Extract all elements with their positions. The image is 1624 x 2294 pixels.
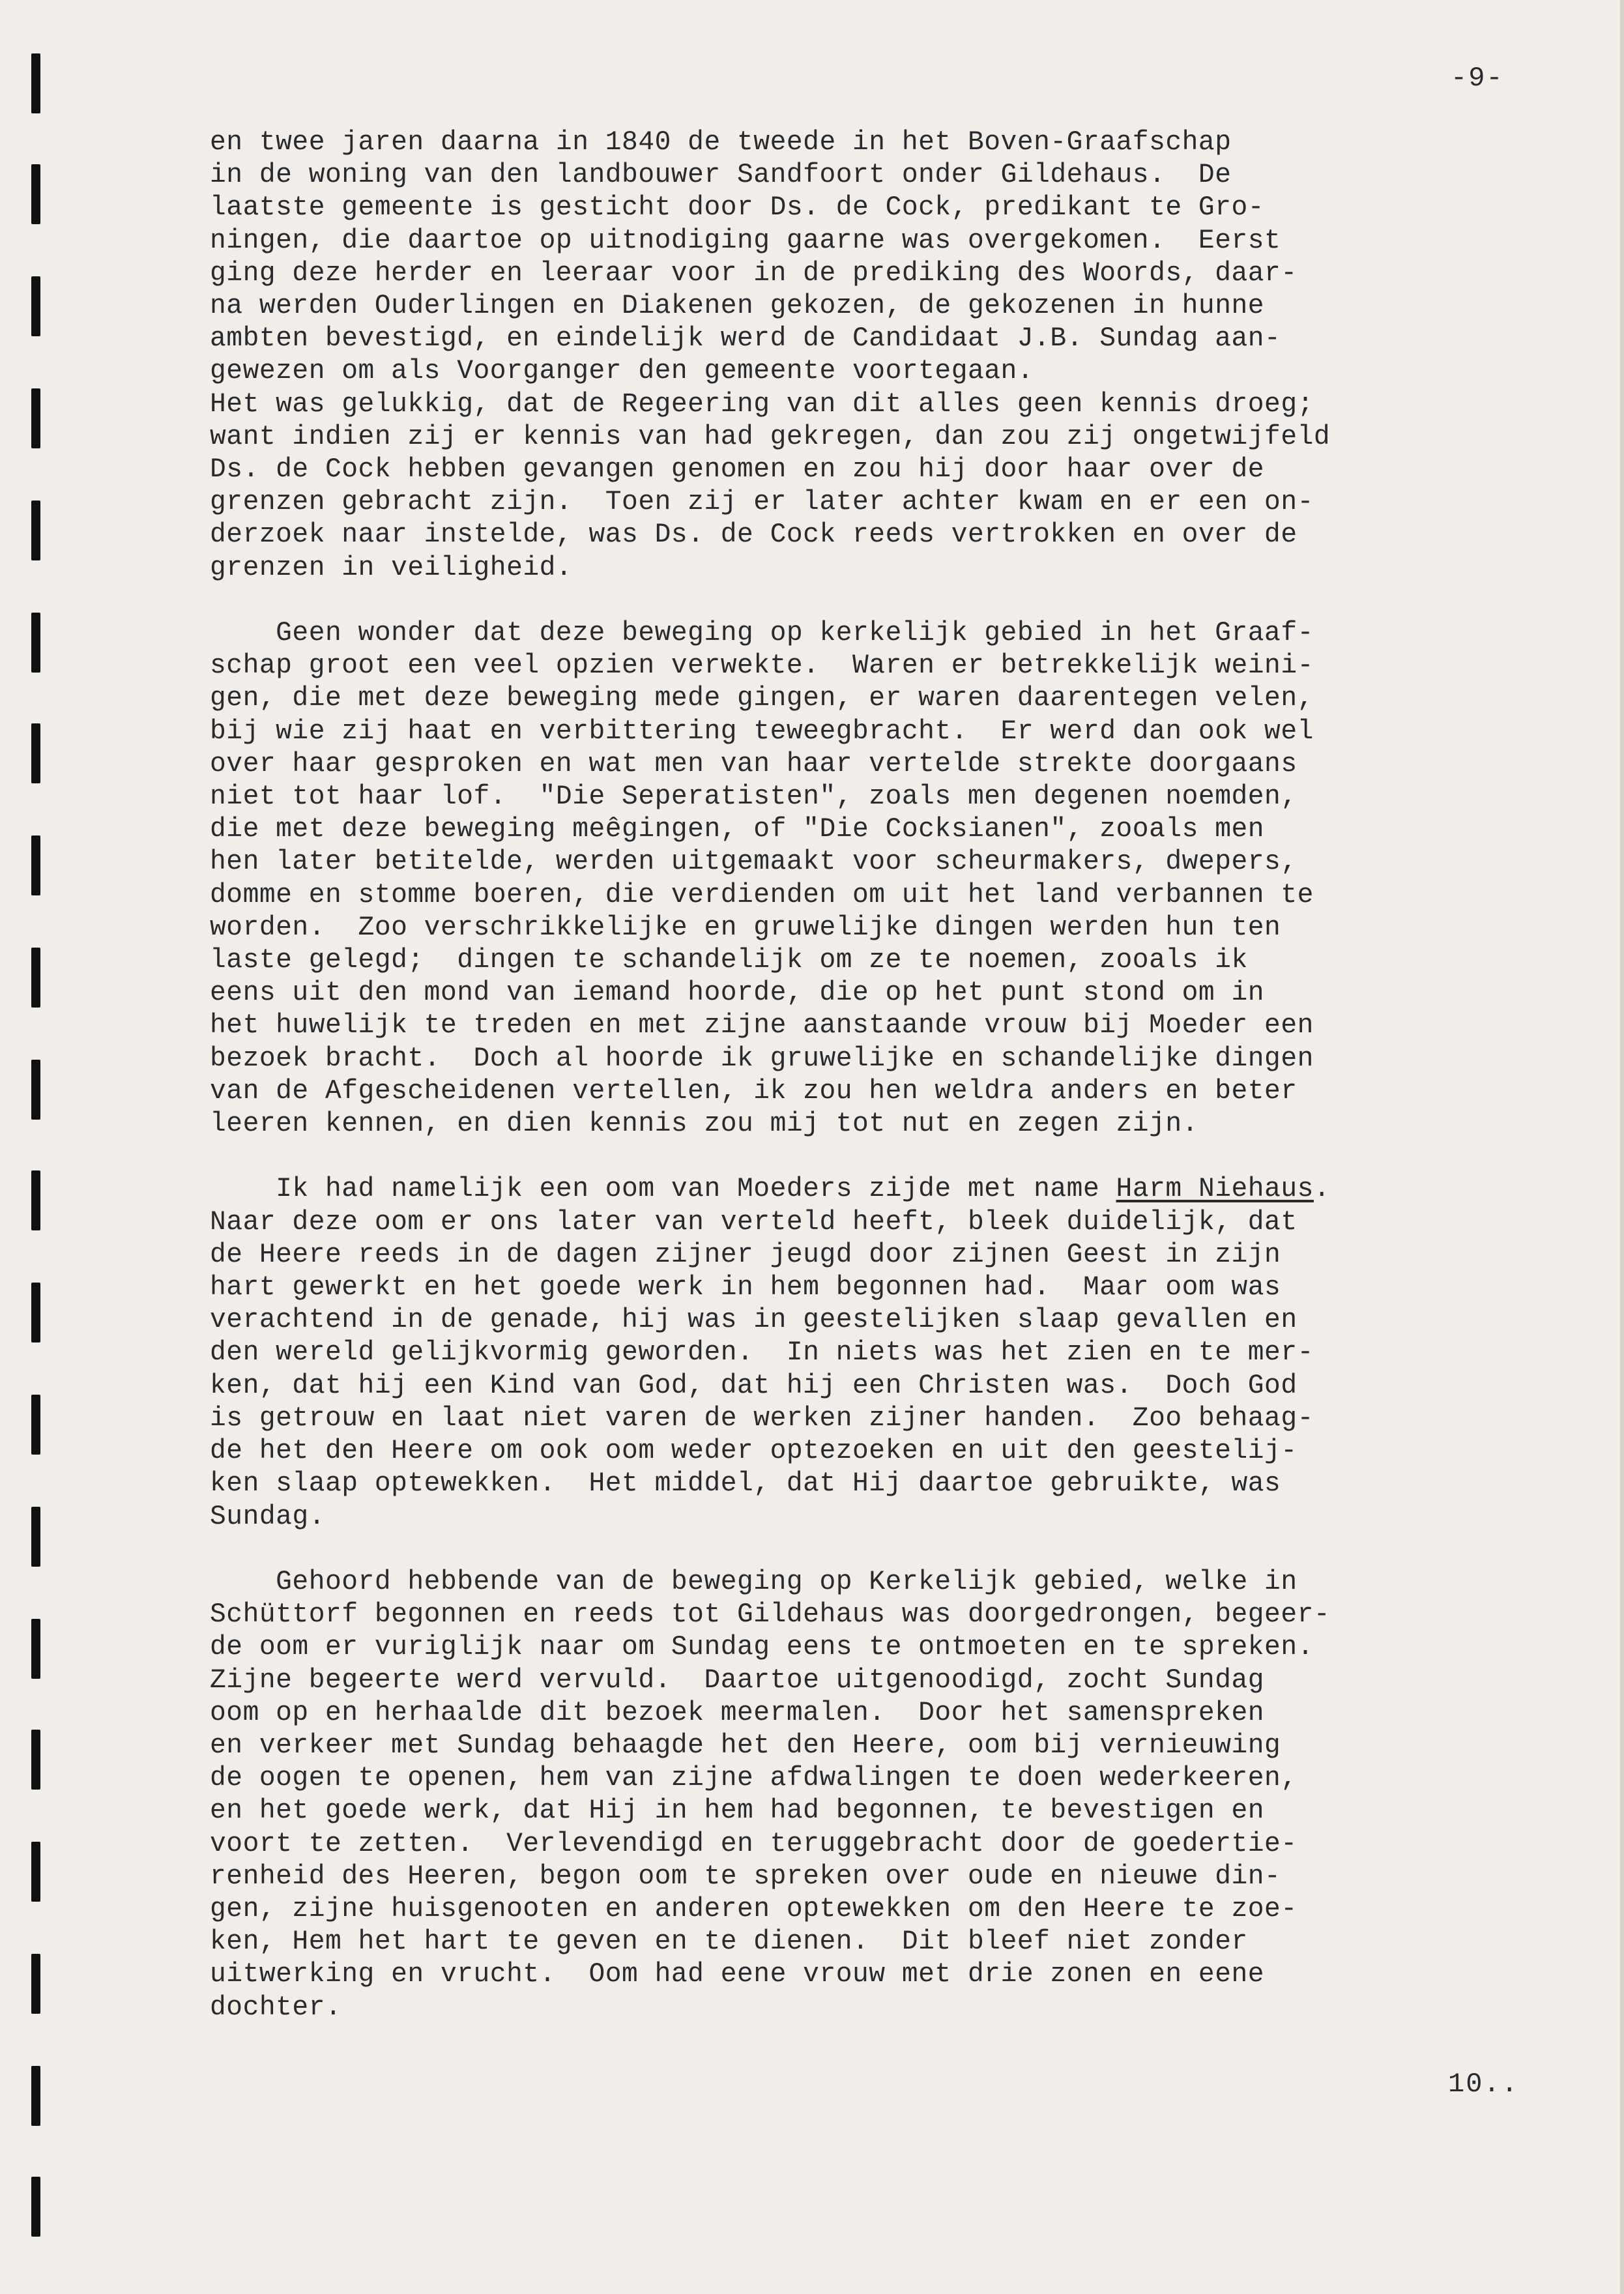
text-line: Het was gelukkig, dat de Regeering van dit alles geen kennis droeg;	[210, 389, 1314, 420]
text-line: leeren kennen, en dien kennis zou mij tot nut en zegen zijn.	[210, 1109, 1198, 1140]
text-line: ken slaap optewekken. Het middel, dat Hij daartoe gebruikte, was	[210, 1469, 1281, 1500]
text-line: Ik had namelijk een oom van Moeders zijde met name Harm Niehaus.	[210, 1174, 1331, 1205]
binding-holes	[26, 0, 48, 2294]
paragraph-3	[210, 1173, 1585, 1533]
text-line: en verkeer met Sundag behaagde het den Heere, oom bij vernieuwing	[210, 1730, 1281, 1761]
binding-hole	[31, 2177, 40, 2237]
text-line: in de woning van den landbouwer Sandfoort onder Gildehaus. De	[210, 160, 1232, 191]
text-line: Ds. de Cock hebben gevangen genomen en zou hij door haar over de	[210, 455, 1265, 486]
text-line: oom op en herhaalde dit bezoek meermalen. Door het samenspreken	[210, 1698, 1265, 1728]
underlined-name: Harm Niehaus	[1116, 1174, 1314, 1205]
text-line: Sundag.	[210, 1502, 325, 1532]
text-line: ging deze herder en leeraar voor in de prediking des Woords, daar-	[210, 258, 1298, 289]
text-line: Geen wonder dat deze beweging op kerkelijk gebied in het Graaf-	[210, 618, 1314, 649]
binding-hole	[31, 948, 40, 1008]
binding-hole	[31, 1170, 40, 1230]
text-line: is getrouw en laat niet varen de werken zijner handen. Zoo behaag-	[210, 1403, 1314, 1434]
binding-hole	[31, 1060, 40, 1120]
binding-hole	[31, 1283, 40, 1343]
text-line: grenzen gebracht zijn. Toen zij er later achter kwam en er een on-	[210, 487, 1314, 518]
text-line: en het goede werk, dat Hij in hem had begonnen, te bevestigen en	[210, 1796, 1265, 1827]
paragraph-gap	[210, 1533, 1585, 1566]
text-line: ken, dat hij een Kind van God, dat hij een Christen was. Doch God	[210, 1371, 1298, 1401]
binding-hole	[31, 835, 40, 895]
paragraph-2	[210, 617, 1585, 1140]
text-line: ningen, die daartoe op uitnodiging gaarne was overgekomen. Eerst	[210, 225, 1281, 256]
text-line: bezoek bracht. Doch al hoorde ik gruwelijke en schandelijke dingen	[210, 1043, 1314, 1074]
text-line: gewezen om als Voorganger den gemeente voortegaan.	[210, 356, 1034, 387]
binding-hole	[31, 1619, 40, 1679]
text-line: domme en stomme boeren, die verdienden om uit het land verbannen te	[210, 880, 1314, 910]
text-line: laatste gemeente is gesticht door Ds. de Cock, predikant te Gro-	[210, 193, 1265, 224]
binding-hole	[31, 388, 40, 448]
text-line: Naar deze oom er ons later van verteld heeft, bleek duidelijk, dat	[210, 1207, 1298, 1238]
text-line: de Heere reeds in de dagen zijner jeugd door zijnen Geest in zijn	[210, 1240, 1281, 1270]
text-line: Gehoord hebbende van de beweging op Kerkelijk gebied, welke in	[210, 1567, 1298, 1597]
binding-hole	[31, 501, 40, 560]
text-line: laste gelegd; dingen te schandelijk om ze te noemen, zooals ik	[210, 946, 1248, 976]
text-line: ambten bevestigd, en eindelijk werd de Candidaat J.B. Sundag aan-	[210, 324, 1281, 355]
binding-hole	[31, 613, 40, 673]
text-line: eens uit den mond van iemand hoorde, die op het punt stond om in	[210, 978, 1265, 1009]
text-line: den wereld gelijkvormig geworden. In niets was het zien en te mer-	[210, 1338, 1314, 1369]
text-line: verachtend in de genade, hij was in geestelijken slaap gevallen en	[210, 1305, 1298, 1336]
binding-hole	[31, 53, 40, 113]
text-line: die met deze beweging meêgingen, of "Die Cocksianen", zooals men	[210, 815, 1265, 845]
next-page-reference: 10..	[1448, 2069, 1519, 2100]
text-line: het huwelijk te treden en met zijne aanstaande vrouw bij Moeder een	[210, 1011, 1314, 1041]
text-line: de het den Heere om ook oom weder optezoeken en uit den geestelij-	[210, 1436, 1298, 1467]
text-line: Schüttorf begonnen en reeds tot Gildehaus was doorgedrongen, begeer-	[210, 1600, 1331, 1631]
text-line: de oogen te openen, hem van zijne afdwalingen te doen wederkeeren,	[210, 1764, 1298, 1794]
text-line: ken, Hem het hart te geven en te dienen. Dit bleef niet zonder	[210, 1927, 1248, 1958]
text-line: over haar gesproken en wat men van haar vertelde strekte doorgaans	[210, 749, 1298, 779]
text-line: schap groot een veel opzien verwekte. Waren er betrekkelijk weini-	[210, 651, 1314, 682]
page-edge	[1620, 0, 1624, 2294]
text-line: de oom er vuriglijk naar om Sundag eens te ontmoeten en te spreken.	[210, 1633, 1314, 1663]
text-line: Zijne begeerte werd vervuld. Daartoe uitgenoodigd, zocht Sundag	[210, 1665, 1265, 1696]
binding-hole	[31, 1954, 40, 2014]
text-line: na werden Ouderlingen en Diakenen gekozen, de gekozenen in hunne	[210, 291, 1265, 322]
text-line: niet tot haar lof. "Die Seperatisten", zoals men degenen noemden,	[210, 782, 1298, 813]
binding-hole	[31, 164, 40, 224]
text-line: hart gewerkt en het goede werk in hem begonnen had. Maar oom was	[210, 1273, 1281, 1303]
text-line: want indien zij er kennis van had gekregen, dan zou zij ongetwijfeld	[210, 422, 1331, 452]
text-line: renheid des Heeren, begon oom te spreken over oude en nieuwe din-	[210, 1861, 1281, 1892]
paragraph-gap	[210, 585, 1585, 617]
binding-hole	[31, 2066, 40, 2126]
text-line: gen, die met deze beweging mede gingen, er waren daarentegen velen,	[210, 684, 1314, 714]
text-line: hen later betitelde, werden uitgemaakt voor scheurmakers, dwepers,	[210, 847, 1298, 878]
binding-hole	[31, 1842, 40, 1902]
text-line: derzoek naar instelde, was Ds. de Cock reeds vertrokken en over de	[210, 520, 1298, 551]
paragraph-1	[210, 126, 1585, 585]
binding-hole	[31, 1395, 40, 1455]
text-line: voort te zetten. Verlevendigd en teruggebracht door de goedertie-	[210, 1829, 1298, 1859]
paragraph-4	[210, 1566, 1585, 2024]
text-line: uitwerking en vrucht. Oom had eene vrouw met drie zonen en eene	[210, 1960, 1265, 1990]
text-line: dochter.	[210, 1992, 342, 2023]
typewritten-body	[210, 126, 1585, 2024]
binding-hole	[31, 1507, 40, 1567]
text-line: worden. Zoo verschrikkelijke en gruwelijke dingen werden hun ten	[210, 912, 1281, 943]
text-line: gen, zijne huisgenooten en anderen optewekken om den Heere te zoe-	[210, 1894, 1298, 1924]
binding-hole	[31, 723, 40, 783]
text-line: grenzen in veiligheid.	[210, 553, 573, 583]
paragraph-gap	[210, 1140, 1585, 1173]
binding-hole	[31, 276, 40, 336]
page-number: -9-	[1451, 63, 1504, 94]
binding-hole	[31, 1730, 40, 1790]
text-line: van de Afgescheidenen vertellen, ik zou hen weldra anders en beter	[210, 1076, 1298, 1107]
text-line: bij wie zij haat en verbittering teweegbracht. Er werd dan ook wel	[210, 716, 1314, 747]
text-line: en twee jaren daarna in 1840 de tweede in het Boven-Graafschap	[210, 128, 1232, 158]
